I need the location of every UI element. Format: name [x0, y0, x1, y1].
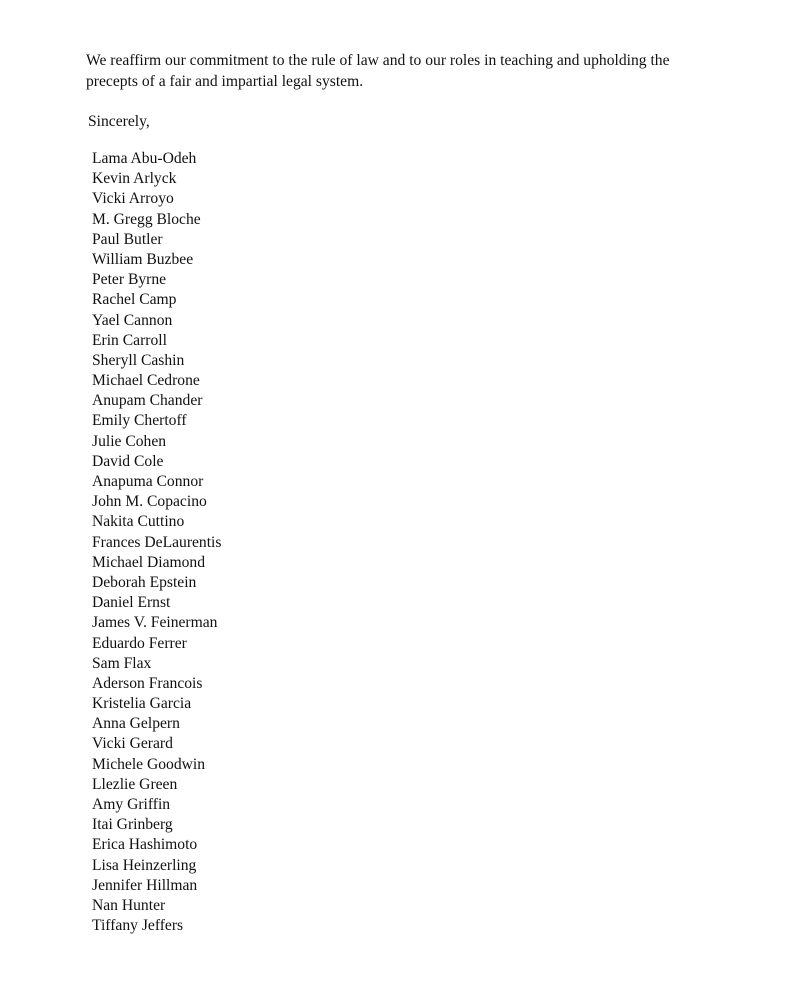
signatory-name: Nakita Cuttino [92, 513, 185, 531]
signatory-name: William Buzbee [92, 250, 194, 268]
signatory-name: David Cole [92, 452, 164, 470]
signatory-name: Erin Carroll [92, 331, 167, 349]
signatory-name: Frances DeLaurentis [92, 533, 222, 551]
signatory-name: Peter Byrne [92, 271, 167, 289]
signatory-name: Tiffany Jeffers [92, 917, 184, 935]
signatory-name: Anupam Chander [92, 392, 203, 410]
intro-paragraph [86, 50, 736, 92]
signatory-name: Anapuma Connor [92, 473, 204, 490]
signatory-name: Jennifer Hillman [92, 876, 198, 894]
signatory-name: Llezlie Green [92, 775, 178, 793]
signatory-name: Paul Butler [92, 230, 163, 248]
signatory-name: Vicki Arroyo [92, 190, 174, 208]
signatory-name: Aderson Francois [92, 674, 203, 692]
signatory-name: Sam Flax [92, 654, 152, 672]
signatory-name: Anna Gelpern [92, 715, 180, 733]
signatory-name: John M. Copacino [92, 493, 207, 511]
signatory-name: Lisa Heinzerling [92, 856, 197, 874]
signatory-name: Rachel Camp [92, 291, 177, 309]
signatory-name: Itai Grinberg [92, 816, 173, 834]
signatory-name: James V. Feinerman [92, 614, 218, 632]
signatory-name: Yael Cannon [92, 311, 173, 329]
signatory-name: Eduardo Ferrer [92, 634, 187, 652]
signatory-name: Emily Chertoff [92, 412, 187, 430]
signatory-name: Nan Hunter [92, 896, 166, 914]
signatory-name: Sheryll Cashin [92, 351, 185, 369]
signatory-name: Kristelia Garcia [92, 695, 192, 713]
signatory-name: Lama Abu-Odeh [92, 150, 197, 167]
signatory-name: Daniel Ernst [92, 594, 171, 612]
intro-line-1: We reaffirm our commitment to the rule of law and to our roles in teaching and upholding the [86, 52, 670, 69]
signatory-name: Vicki Gerard [92, 735, 173, 753]
closing-salutation: Sincerely, [88, 113, 150, 130]
signatory-name: Michael Cedrone [92, 372, 200, 390]
signatory-name: Michael Diamond [92, 553, 206, 571]
signatory-name: Kevin Arlyck [92, 170, 177, 188]
signatory-list [92, 149, 221, 936]
intro-line-2: precepts of a fair and impartial legal system. [86, 73, 364, 90]
signatory-name: Erica Hashimoto [92, 836, 198, 854]
signatory-name: Michele Goodwin [92, 755, 206, 773]
signatory-name: Julie Cohen [92, 432, 167, 450]
signatory-name: M. Gregg Bloche [92, 210, 201, 228]
signatory-name: Deborah Epstein [92, 573, 197, 591]
signatory-name: Amy Griffin [92, 796, 171, 813]
